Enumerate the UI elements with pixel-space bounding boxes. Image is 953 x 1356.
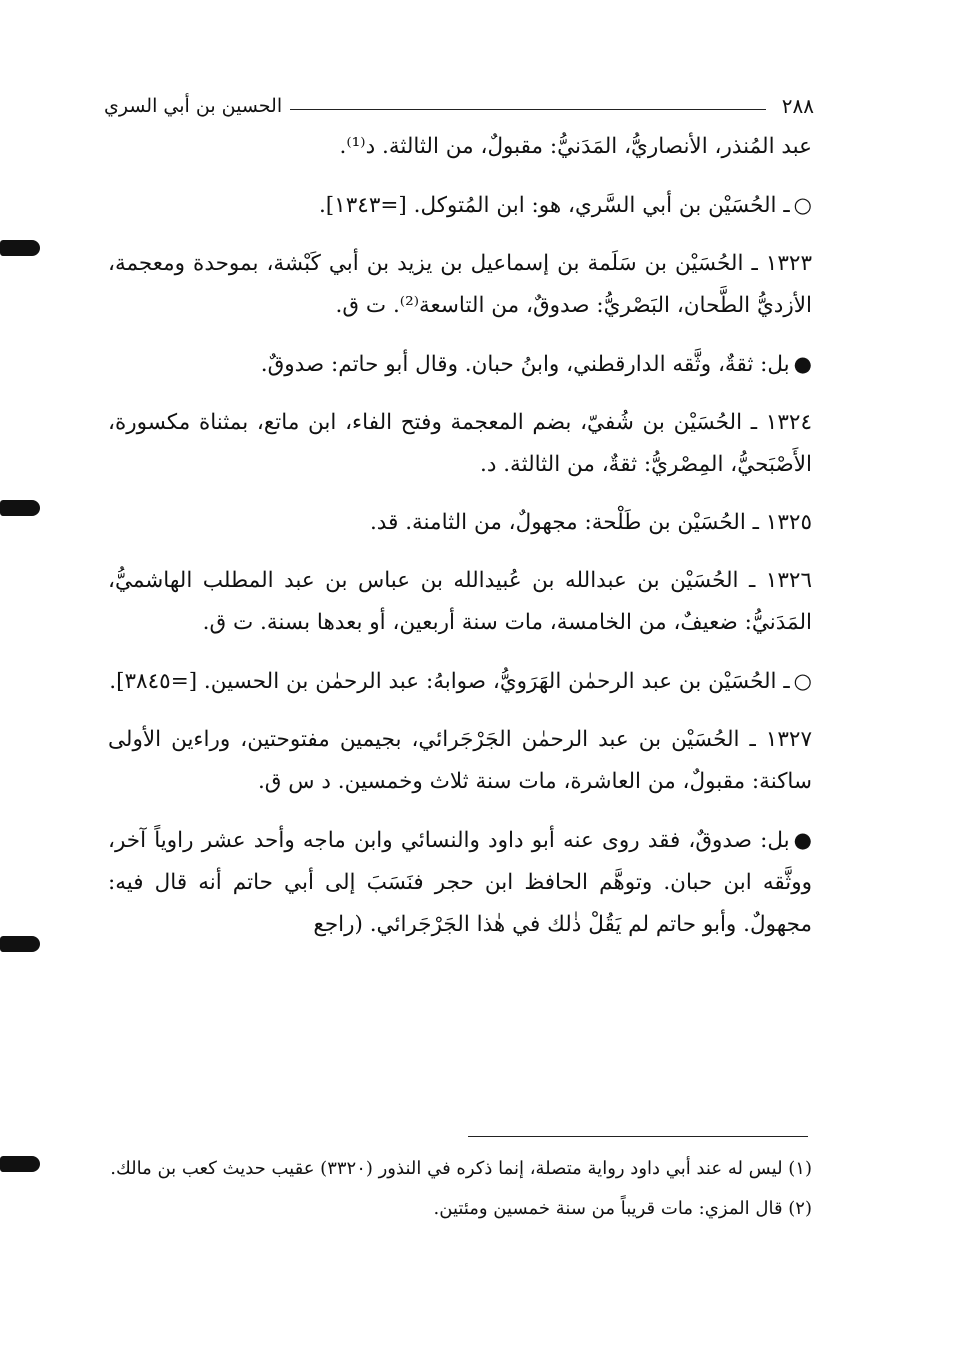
entry-1324 bbox=[108, 402, 812, 486]
footnote: (٢) قال المزي: مات قريباً من سنة خمسين ومئتين. bbox=[433, 1198, 812, 1219]
footnote-separator bbox=[468, 1136, 808, 1137]
main-text bbox=[108, 126, 812, 1126]
scan-edge-mark bbox=[0, 240, 40, 256]
entry-continuation bbox=[108, 126, 812, 168]
hollow-circle-icon: ○ bbox=[793, 669, 812, 693]
entry-1326 bbox=[108, 560, 812, 644]
filled-circle-icon: ● bbox=[793, 828, 812, 852]
entry-text: ١٣٢٧ ـ الحُسَيْن بن عبد الرحمٰن الجَرْجَرائي، بجيمين مفتوحتين، وراءين الأولى ساكنة: مقبولٌ، من العاشرة، مات سنة ثلاث وخمسين. د س ق. bbox=[108, 727, 812, 794]
running-title: الحسين بن أبي السري bbox=[104, 95, 283, 117]
entry-text: ١٣٢٤ ـ الحُسَيْن بن شُفيّ، بضم المعجمة وفتح الفاء، ابن ماتع، بمثناة مكسورة، الأَصْبَحيُّ، المِصْريُّ: ثقةٌ، من الثالثة. د. bbox=[108, 410, 812, 477]
scan-edge-mark bbox=[0, 500, 40, 516]
entry-text: ـ الحُسَيْن بن عبد الرحمٰن الهَرَويُّ، صوابهُ: عبد الرحمٰن بن الحسين. [=٣٨٤٥]. bbox=[109, 669, 790, 694]
scan-edge-mark bbox=[0, 1156, 40, 1172]
filled-circle-icon: ● bbox=[793, 352, 812, 376]
entry-text: عبد المُنذر، الأنصاريُّ، المَدَنيُّ: مقبولٌ، من الثالثة. د⁽¹⁾. bbox=[339, 134, 812, 159]
entry-comment bbox=[108, 819, 812, 946]
entry-text: ١٣٢٣ ـ الحُسَيْن بن سَلَمة بن إسماعيل بن يزيد بن أبي كَبْشة، بموحدة ومعجمة، الأزديُّ الطَّحان، البَصْريُّ: صدوقٌ، من التاسعة⁽²⁾. ت ق. bbox=[108, 251, 812, 318]
entry-text: ١٣٢٦ ـ الحُسَيْن بن عبدالله بن عُبيدالله بن عباس بن عبد المطلب الهاشميُّ، المَدَنيُّ: ضعيفٌ، من الخامسة، مات سنة أربعين، أو بعدها بسنة. ت ق. bbox=[108, 568, 812, 635]
footnotes bbox=[108, 1152, 812, 1302]
entry-text: ـ الحُسَيْن بن أبي السَّري، هو: ابن المُتوكل. [=١٣٤٣]. bbox=[318, 193, 790, 218]
entry-cross-reference bbox=[108, 184, 812, 227]
scan-edge-mark bbox=[0, 936, 40, 952]
entry-1323 bbox=[108, 243, 812, 327]
footnote: (١) ليس له عند أبي داود رواية متصلة، إنما ذكره في النذور (٣٣٢٠) عقيب حديث كعب بن مالك. bbox=[110, 1158, 812, 1179]
hollow-circle-icon: ○ bbox=[793, 193, 812, 217]
entry-cross-reference bbox=[108, 660, 812, 703]
entry-text: بل: صدوقٌ، فقد روى عنه أبو داود والنسائي وابن ماجه وأحد عشر راوياً آخر، ووثَّقه ابن حبان. وتوهَّم الحافظ ابن حجر فنَسَبَ إلى أبي حاتم أنه قال فيه: مجهولٌ. وأبو حاتم لم يَقُلْ ذٰلك في هٰذا الجَرْجَرائي. (راجع bbox=[108, 828, 812, 937]
running-header bbox=[104, 86, 814, 126]
entry-text: بل: ثقةٌ، وثَّقه الدارقطني، وابنُ حبان. وقال أبو حاتم: صدوقٌ. bbox=[260, 352, 790, 377]
page-number: ٢٨٨ bbox=[781, 94, 814, 118]
entry-1327 bbox=[108, 719, 812, 803]
header-rule bbox=[290, 109, 766, 110]
entry-comment bbox=[108, 343, 812, 386]
entry-1325 bbox=[108, 502, 812, 544]
entry-text: ١٣٢٥ ـ الحُسَيْن بن طَلْحة: مجهولٌ، من الثامنة. قد. bbox=[369, 510, 812, 535]
